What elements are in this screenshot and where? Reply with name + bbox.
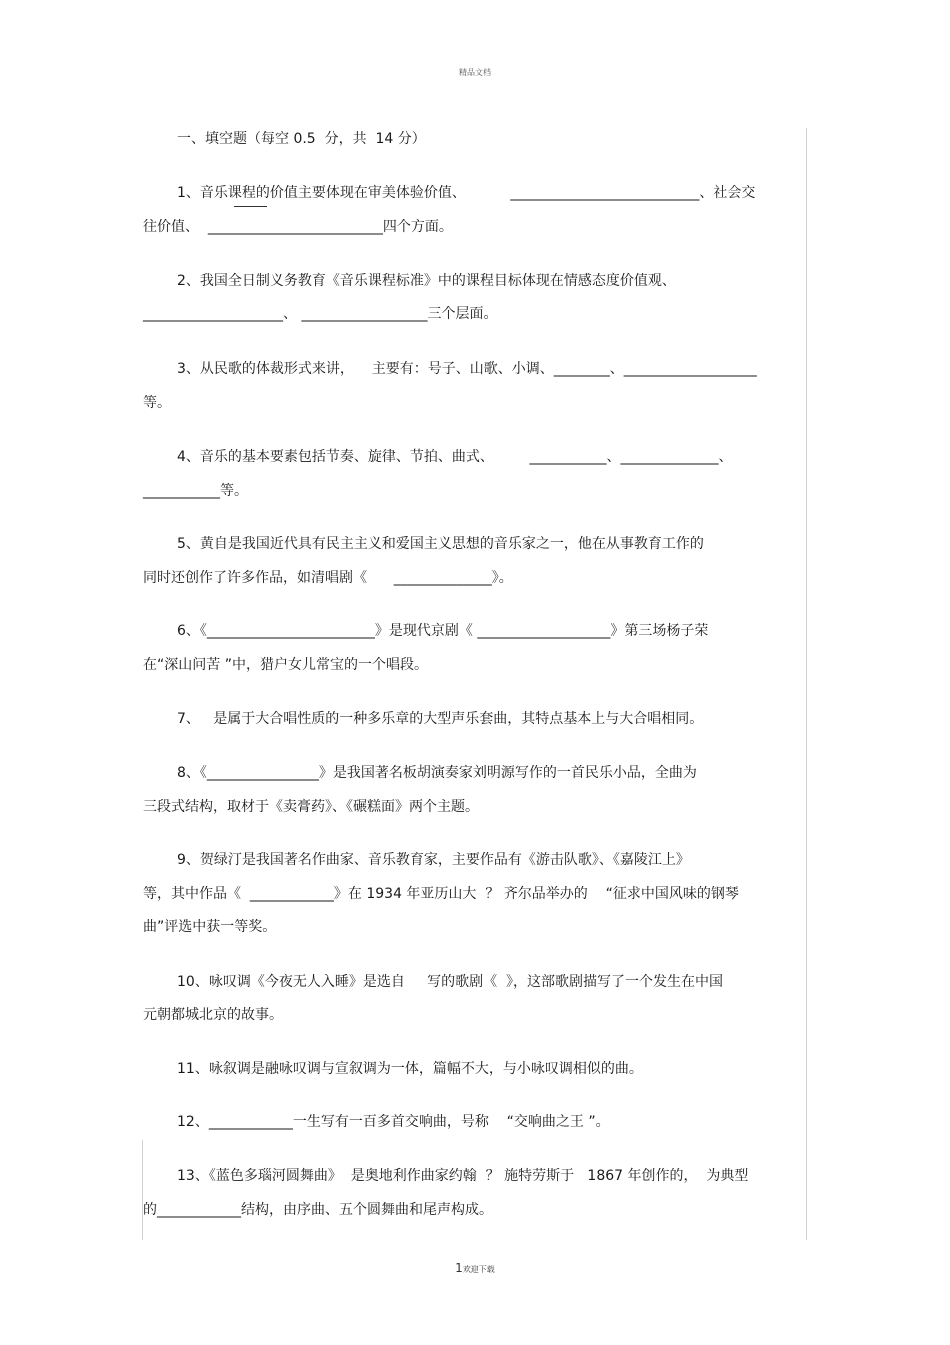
question-10-line-2: 元朝都城北京的故事。 bbox=[143, 1007, 283, 1023]
question-5-line-2: 同时还创作了许多作品，如清唱剧《 ______________》。 bbox=[143, 570, 513, 586]
question-10-line-1: 10、咏叹调《今夜无人入睡》是选自 写的歌剧《 》，这部歌剧描写了一个发生在中国 bbox=[177, 974, 723, 990]
question-6-line-1: 6、《________________________》是现代京剧《 ___________________》第三场杨子荣 bbox=[177, 623, 709, 639]
question-13-line-2: 的____________结构，由序曲、五个圆舞曲和尾声构成。 bbox=[143, 1202, 493, 1218]
left-margin-rule bbox=[142, 1140, 143, 1240]
question-6-line-2: 在“深山问苦 ”中，猎户女儿常宝的一个唱段。 bbox=[143, 657, 428, 673]
question-1-line-1: 1、音乐课程的价值主要体现在审美体验价值、 ___________________________、社会交 bbox=[177, 185, 756, 201]
section-title: 一、填空题（每空 0.5 分，共 14 分） bbox=[177, 131, 426, 147]
question-9-line-2: 等，其中作品《 ____________》在 1934 年亚历山大 ？ 齐尔品举办的 “征求中国风味的钢琴 bbox=[143, 886, 739, 902]
footer-text: 欢迎下载 bbox=[462, 1265, 495, 1274]
question-2-line-2: ____________________、 __________________三个层面。 bbox=[143, 306, 498, 322]
question-11-line-1: 11、咏叙调是融咏叹调与宣叙调为一体，篇幅不大，与小咏叹调相似的曲。 bbox=[177, 1061, 643, 1077]
question-2-line-1: 2、我国全日制义务教育《音乐课程标准》中的课程目标体现在情感态度价值观、 bbox=[177, 273, 676, 289]
question-13-line-1: 13、《蓝色多瑙河圆舞曲》 是奥地利作曲家约翰 ？ 施特劳斯于 1867 年创作的， 为典型 bbox=[177, 1168, 749, 1184]
right-margin-rule bbox=[806, 128, 807, 1240]
question-5-line-1: 5、黄自是我国近代具有民主主义和爱国主义思想的音乐家之一，他在从事教育工作的 bbox=[177, 536, 704, 552]
question-9-line-3: 曲”评选中获一等奖。 bbox=[143, 919, 277, 935]
question-1-line-2: 往价值、 _________________________四个方面。 bbox=[143, 219, 453, 235]
question-8-line-1: 8、《________________》是我国著名板胡演奏家刘明源写作的一首民乐小品，全曲为 bbox=[177, 765, 697, 781]
question-4-line-2: ___________等。 bbox=[143, 483, 248, 499]
question-4-line-1: 4、音乐的基本要素包括节奏、旋律、节拍、曲式、 ___________、______________、 bbox=[177, 449, 733, 465]
question-8-line-2: 三段式结构，取材于《卖膏药》、《碾糕面》两个主题。 bbox=[143, 799, 479, 815]
page-footer bbox=[0, 1261, 950, 1275]
question-3-line-1: 3、从民歌的体裁形式来讲， 主要有：号子、山歌、小调、________、___________________ bbox=[177, 361, 757, 377]
question-9-line-1: 9、贺绿汀是我国著名作曲家、音乐教育家，主要作品有《游击队歌》、《嘉陵江上》 bbox=[177, 852, 690, 868]
question-12-line-1: 12、____________一生写有一百多首交响曲，号称 “交响曲之王 ”。 bbox=[177, 1114, 610, 1130]
page-header: 精品文档 bbox=[459, 68, 491, 77]
emphasis-underline bbox=[234, 206, 267, 207]
page-number: 1 bbox=[455, 1261, 463, 1275]
question-3-line-2: 等。 bbox=[143, 395, 171, 411]
question-7-line-1: 7、 是属于大合唱性质的一种多乐章的大型声乐套曲，其特点基本上与大合唱相同。 bbox=[177, 711, 704, 727]
